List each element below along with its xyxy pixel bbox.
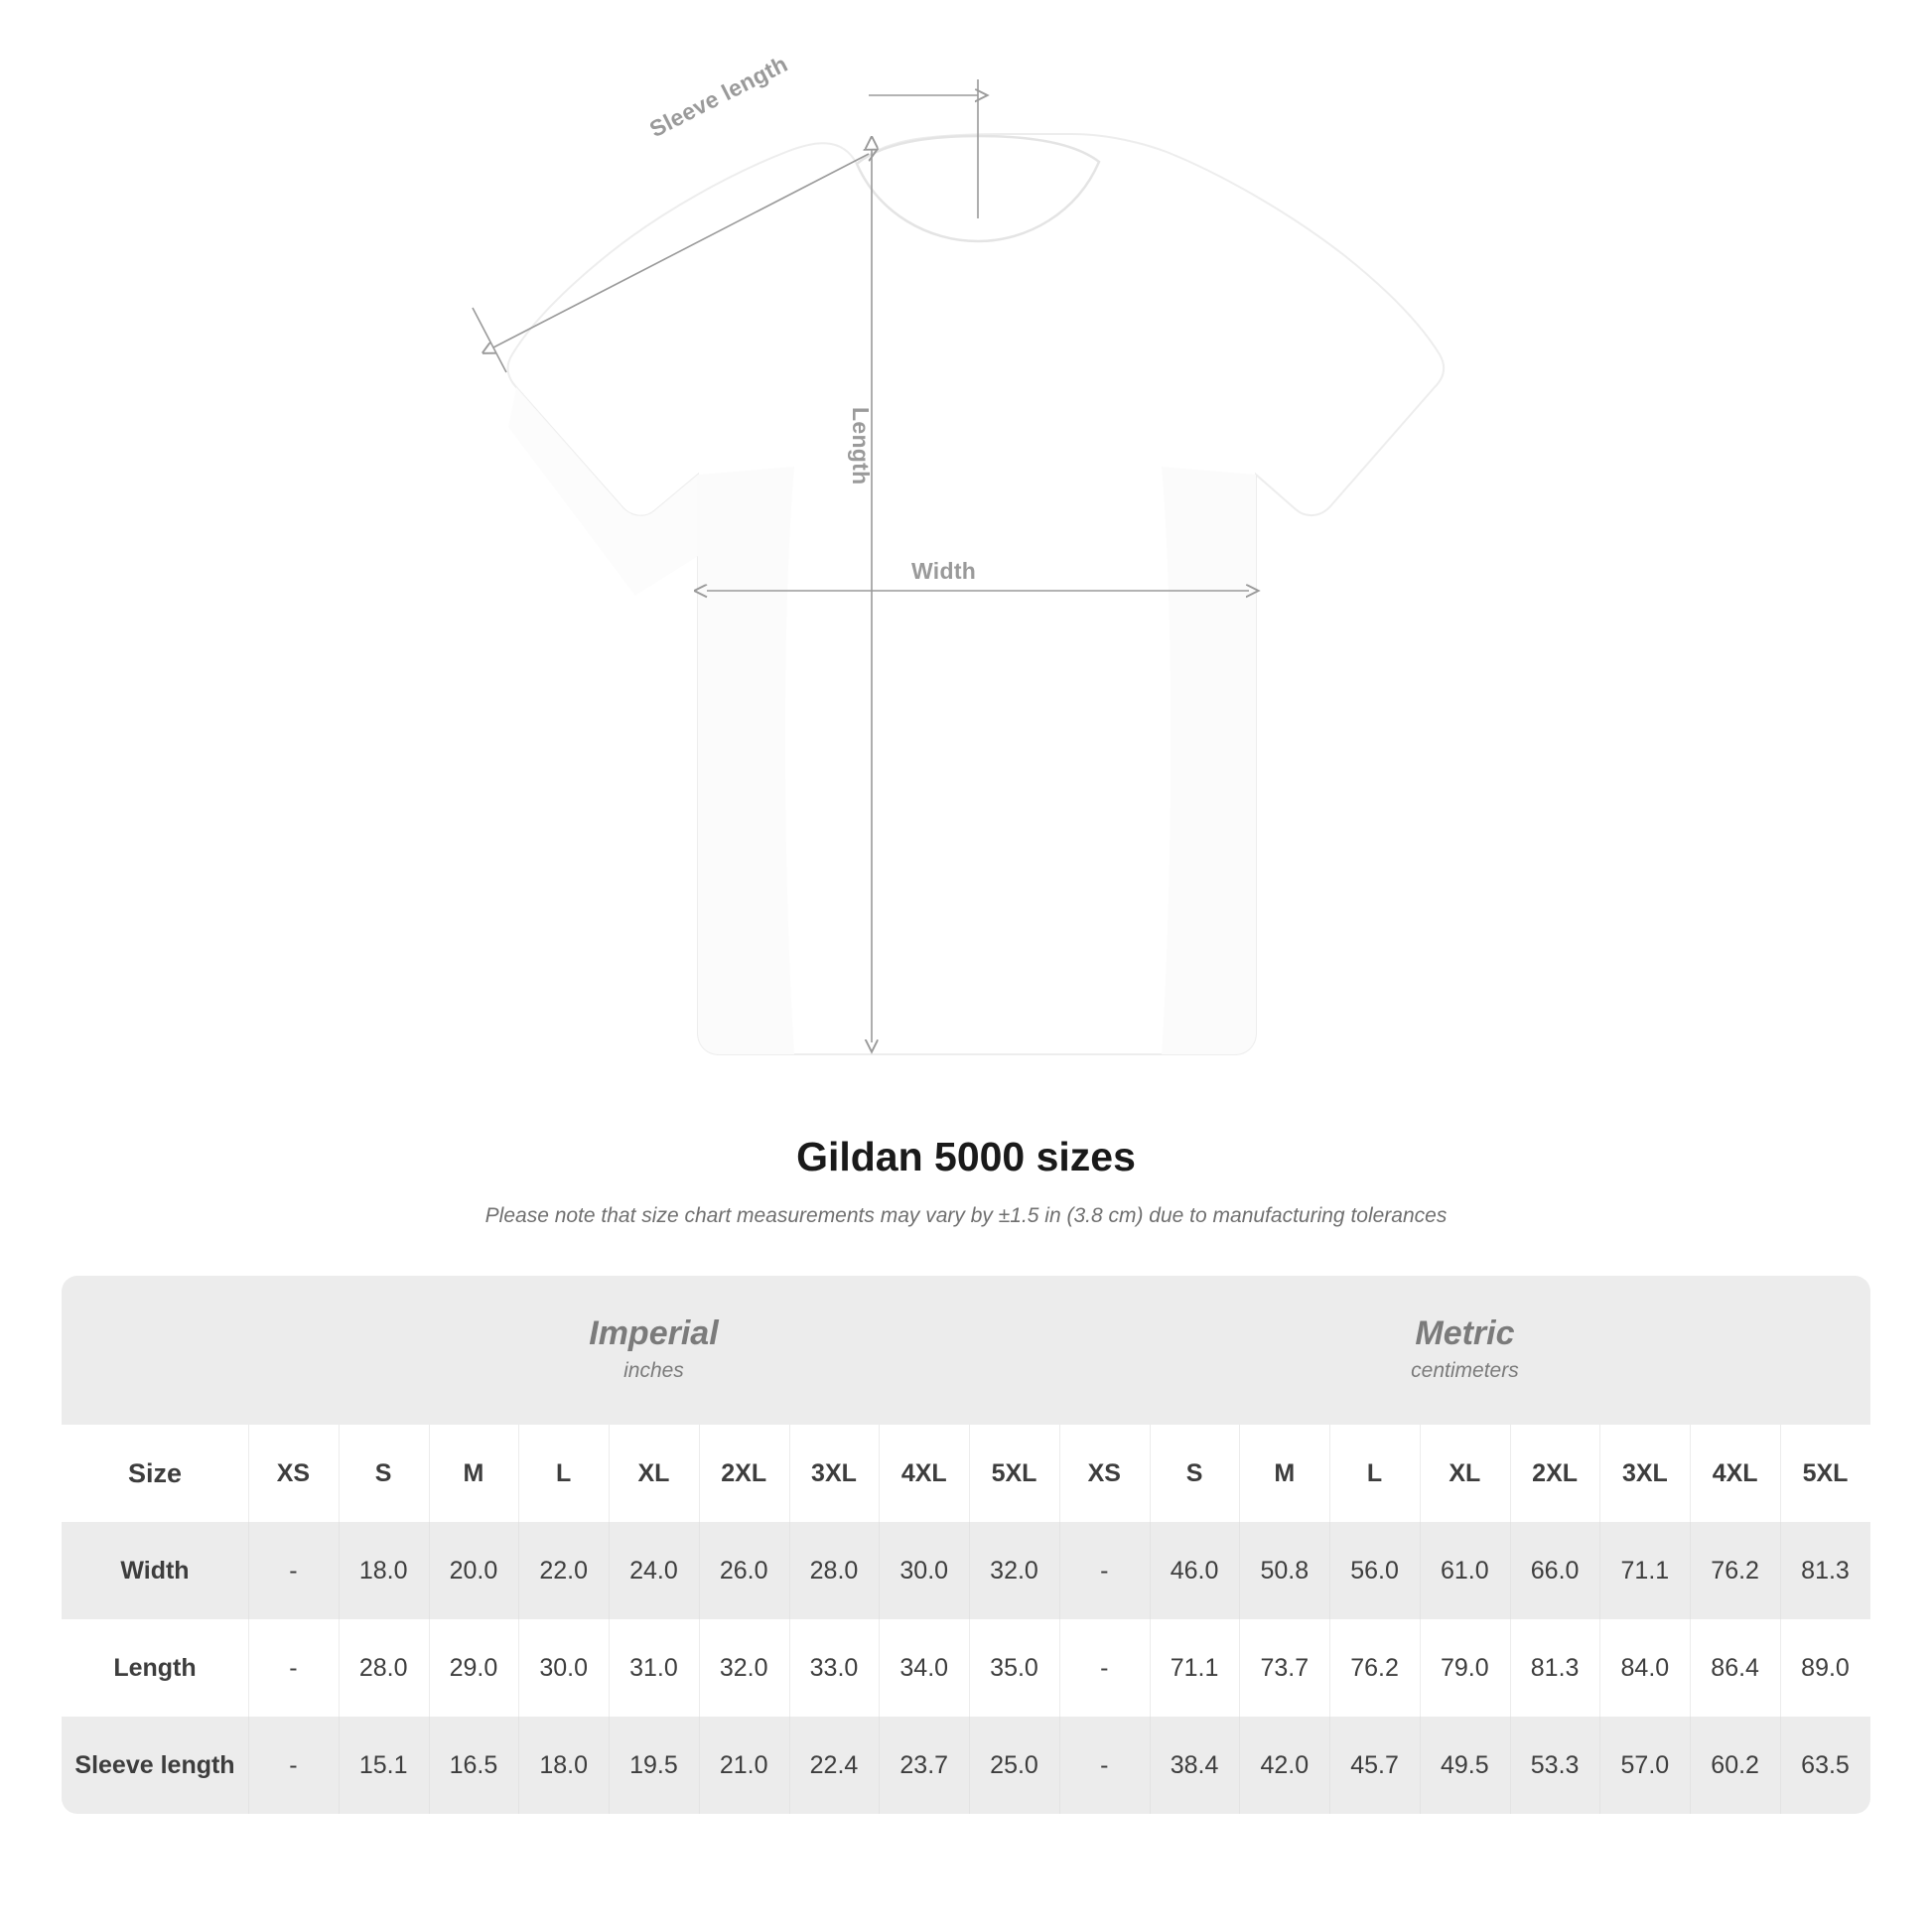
tshirt-shape — [507, 134, 1444, 1054]
sleeve-imperial-xs: - — [248, 1717, 339, 1814]
sleeve-metric-5xl: 63.5 — [1780, 1717, 1870, 1814]
sleeve-length-label: Sleeve length — [645, 50, 792, 143]
sleeve-metric-l: 45.7 — [1329, 1717, 1420, 1814]
row-label-sleeve-length: Sleeve length — [62, 1717, 248, 1814]
sleeve-imperial-3xl: 22.4 — [789, 1717, 880, 1814]
length-imperial-xl: 31.0 — [609, 1619, 699, 1717]
length-metric-s: 71.1 — [1150, 1619, 1240, 1717]
width-imperial-3xl: 28.0 — [789, 1522, 880, 1619]
length-metric-3xl: 84.0 — [1599, 1619, 1690, 1717]
size-header-metric-s: S — [1150, 1425, 1240, 1522]
width-imperial-m: 20.0 — [429, 1522, 519, 1619]
table-row-sleeve-length — [62, 1717, 1870, 1814]
length-imperial-5xl: 35.0 — [969, 1619, 1059, 1717]
table-row-width — [62, 1522, 1870, 1619]
size-header-metric-xl: XL — [1420, 1425, 1510, 1522]
size-header-imperial-s: S — [339, 1425, 429, 1522]
row-label-length: Length — [62, 1619, 248, 1717]
size-header-metric-xs: XS — [1059, 1425, 1150, 1522]
width-metric-m: 50.8 — [1239, 1522, 1329, 1619]
sleeve-imperial-m: 16.5 — [429, 1717, 519, 1814]
length-imperial-s: 28.0 — [339, 1619, 429, 1717]
width-imperial-xs: - — [248, 1522, 339, 1619]
size-header-row — [62, 1425, 1870, 1522]
unit-header-spacer — [62, 1276, 248, 1425]
size-header-metric-m: M — [1239, 1425, 1329, 1522]
width-imperial-5xl: 32.0 — [969, 1522, 1059, 1619]
size-header-imperial-xs: XS — [248, 1425, 339, 1522]
sleeve-metric-s: 38.4 — [1150, 1717, 1240, 1814]
sleeve-imperial-xl: 19.5 — [609, 1717, 699, 1814]
size-header-metric-5xl: 5XL — [1780, 1425, 1870, 1522]
length-metric-xl: 79.0 — [1420, 1619, 1510, 1717]
width-label: Width — [911, 558, 977, 584]
size-header-imperial-4xl: 4XL — [879, 1425, 969, 1522]
length-imperial-m: 29.0 — [429, 1619, 519, 1717]
unit-header-imperial — [248, 1276, 1059, 1425]
width-metric-xs: - — [1059, 1522, 1150, 1619]
row-label-width: Width — [62, 1522, 248, 1619]
sleeve-metric-4xl: 60.2 — [1690, 1717, 1780, 1814]
unit-metric-name: Metric — [1415, 1313, 1515, 1352]
width-imperial-2xl: 26.0 — [699, 1522, 789, 1619]
tolerance-note: Please note that size chart measurements may vary by ±1.5 in (3.8 cm) due to manufacturing tolerances — [484, 1204, 1448, 1227]
unit-imperial-sub: inches — [623, 1359, 684, 1383]
width-metric-2xl: 66.0 — [1510, 1522, 1600, 1619]
width-metric-5xl: 81.3 — [1780, 1522, 1870, 1619]
sleeve-metric-m: 42.0 — [1239, 1717, 1329, 1814]
size-table — [62, 1276, 1870, 1814]
width-metric-4xl: 76.2 — [1690, 1522, 1780, 1619]
sleeve-imperial-2xl: 21.0 — [699, 1717, 789, 1814]
unit-header-row — [62, 1276, 1870, 1425]
size-header-metric-3xl: 3XL — [1599, 1425, 1690, 1522]
unit-imperial-name: Imperial — [589, 1313, 719, 1352]
length-metric-m: 73.7 — [1239, 1619, 1329, 1717]
sleeve-metric-2xl: 53.3 — [1510, 1717, 1600, 1814]
size-table-container — [62, 1276, 1870, 1814]
width-metric-xl: 61.0 — [1420, 1522, 1510, 1619]
width-imperial-xl: 24.0 — [609, 1522, 699, 1619]
size-header-imperial-5xl: 5XL — [969, 1425, 1059, 1522]
width-metric-l: 56.0 — [1329, 1522, 1420, 1619]
length-metric-2xl: 81.3 — [1510, 1619, 1600, 1717]
sleeve-imperial-s: 15.1 — [339, 1717, 429, 1814]
size-header-metric-2xl: 2XL — [1510, 1425, 1600, 1522]
length-metric-4xl: 86.4 — [1690, 1619, 1780, 1717]
size-header-metric-4xl: 4XL — [1690, 1425, 1780, 1522]
length-imperial-xs: - — [248, 1619, 339, 1717]
unit-metric-sub: centimeters — [1411, 1359, 1519, 1383]
width-metric-s: 46.0 — [1150, 1522, 1240, 1619]
width-metric-3xl: 71.1 — [1599, 1522, 1690, 1619]
length-metric-5xl: 89.0 — [1780, 1619, 1870, 1717]
length-metric-l: 76.2 — [1329, 1619, 1420, 1717]
width-imperial-s: 18.0 — [339, 1522, 429, 1619]
length-label: Length — [848, 407, 874, 485]
width-imperial-4xl: 30.0 — [879, 1522, 969, 1619]
size-header-imperial-l: L — [518, 1425, 609, 1522]
size-header-imperial-2xl: 2XL — [699, 1425, 789, 1522]
sleeve-imperial-5xl: 25.0 — [969, 1717, 1059, 1814]
size-header-imperial-m: M — [429, 1425, 519, 1522]
sleeve-metric-xl: 49.5 — [1420, 1717, 1510, 1814]
width-imperial-l: 22.0 — [518, 1522, 609, 1619]
length-imperial-l: 30.0 — [518, 1619, 609, 1717]
size-header-metric-l: L — [1329, 1425, 1420, 1522]
size-header-label: Size — [62, 1425, 248, 1522]
sleeve-imperial-4xl: 23.7 — [879, 1717, 969, 1814]
size-header-imperial-3xl: 3XL — [789, 1425, 880, 1522]
length-metric-xs: - — [1059, 1619, 1150, 1717]
length-imperial-3xl: 33.0 — [789, 1619, 880, 1717]
size-header-imperial-xl: XL — [609, 1425, 699, 1522]
length-imperial-2xl: 32.0 — [699, 1619, 789, 1717]
sleeve-metric-3xl: 57.0 — [1599, 1717, 1690, 1814]
sleeve-metric-xs: - — [1059, 1717, 1150, 1814]
sleeve-imperial-l: 18.0 — [518, 1717, 609, 1814]
length-imperial-4xl: 34.0 — [879, 1619, 969, 1717]
page-title: Gildan 5000 sizes — [796, 1134, 1136, 1179]
table-row-length — [62, 1619, 1870, 1717]
unit-header-metric — [1059, 1276, 1870, 1425]
